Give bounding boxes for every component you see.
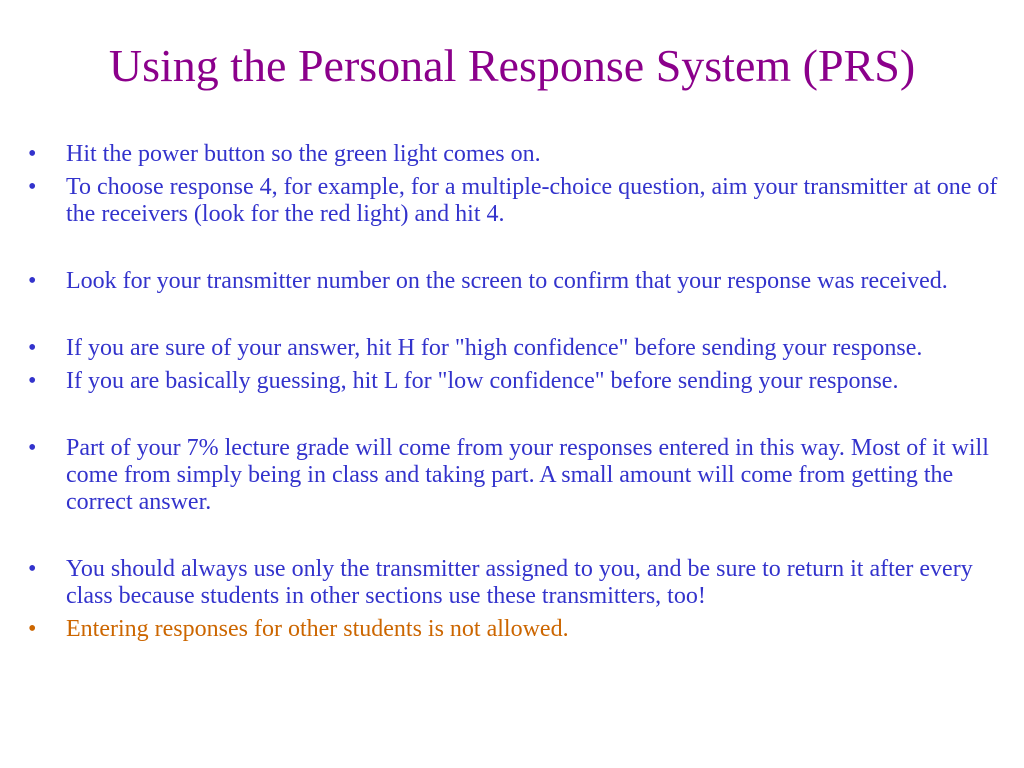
bullet-text: Entering responses for other students is not allowed. [66, 616, 569, 642]
bullet-dot: • [28, 335, 37, 361]
bullet-dot: • [28, 556, 37, 582]
bullet-item-warning [28, 616, 1008, 643]
bullet-text: Look for your transmitter number on the screen to confirm that your response was received. [66, 268, 948, 294]
bullet-item [28, 435, 1008, 516]
bullet-dot: • [28, 141, 37, 167]
bullet-item [28, 174, 1008, 228]
bullet-dot: • [28, 368, 37, 394]
bullet-item [28, 556, 1008, 610]
bullet-item [28, 368, 1008, 395]
bullet-item [28, 335, 1008, 362]
bullet-text: Part of your 7% lecture grade will come from your responses entered in this way. Most of it will come from simply being in class and taking part. A small amount will come from getting the correct answer. [66, 435, 989, 515]
slide-title: Using the Personal Response System (PRS) [108, 40, 916, 91]
bullet-dot: • [28, 435, 37, 461]
bullet-text: If you are basically guessing, hit L for "low confidence" before sending your response. [66, 368, 899, 394]
bullet-dot: • [28, 268, 37, 294]
bullet-text: To choose response 4, for example, for a multiple-choice question, aim your transmitter at one of the receivers (look for the red light) and hit 4. [66, 174, 998, 227]
bullet-text: You should always use only the transmitter assigned to you, and be sure to return it after every class because students in other sections use these transmitters, too! [66, 556, 973, 609]
bullet-dot: • [28, 174, 37, 200]
bullet-dot: • [28, 616, 37, 642]
bullet-item [28, 141, 1008, 168]
bullet-text: If you are sure of your answer, hit H for "high confidence" before sending your response. [66, 335, 923, 361]
bullet-text: Hit the power button so the green light comes on. [66, 141, 541, 167]
bullet-list [28, 141, 1008, 649]
bullet-item [28, 268, 1008, 295]
